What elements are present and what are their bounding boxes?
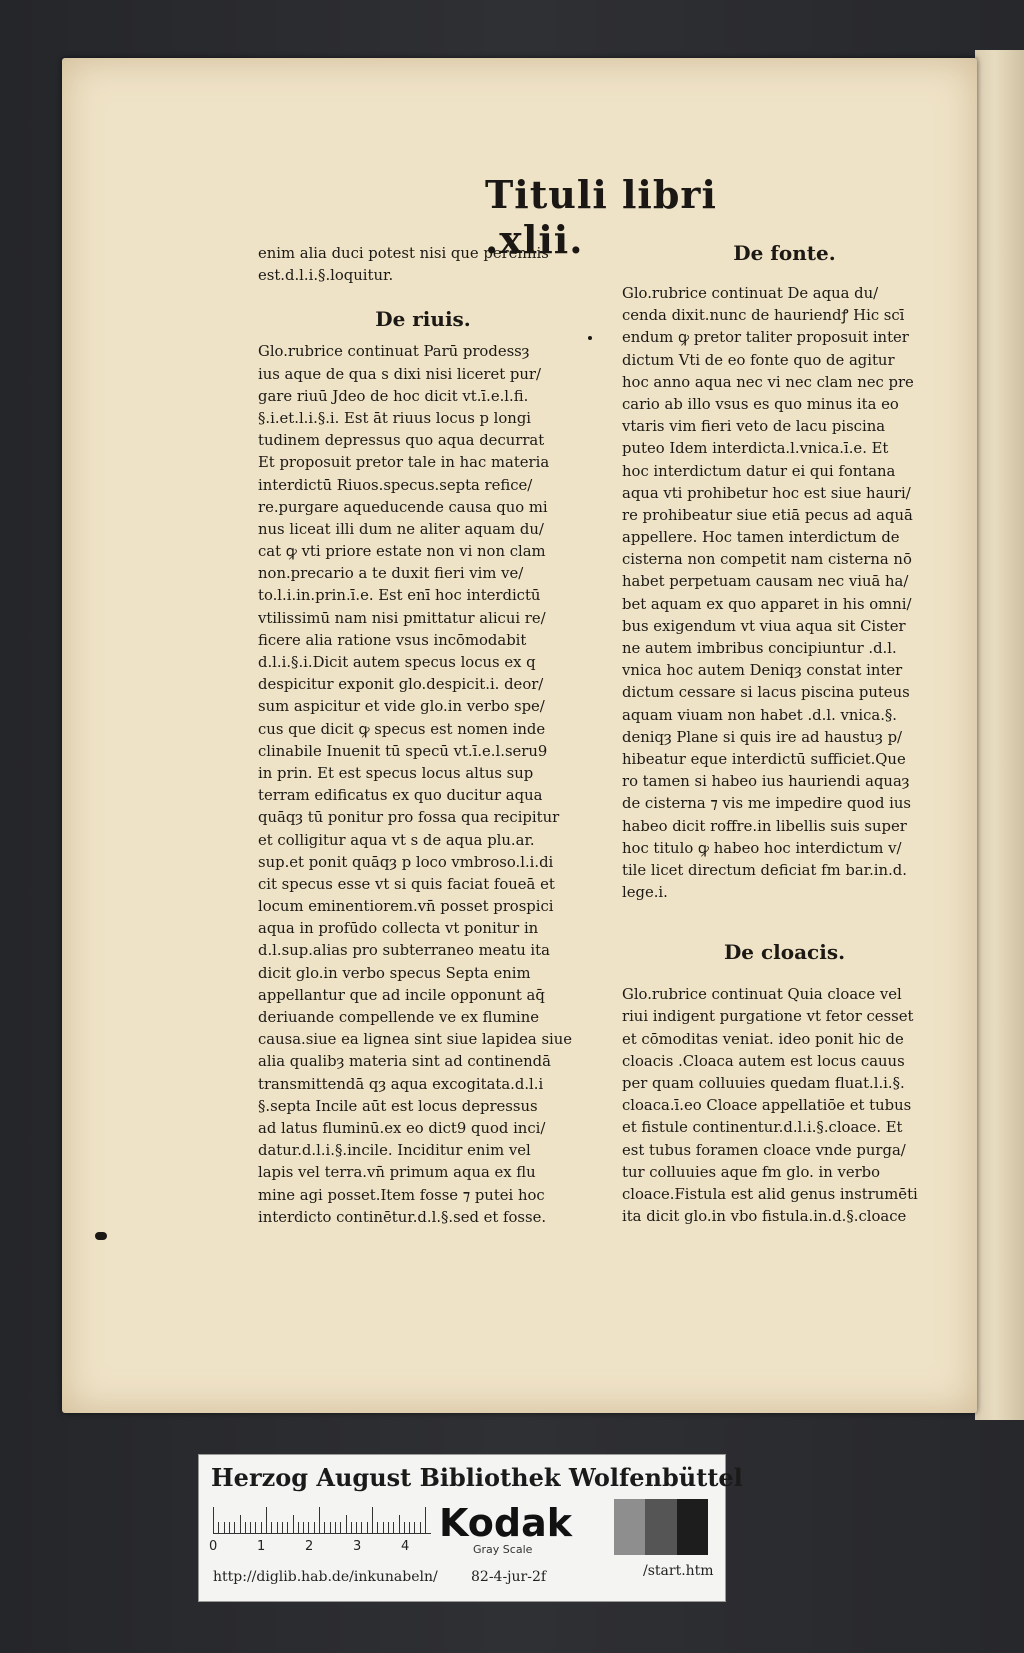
right-column — [622, 243, 947, 1228]
gray-patch — [645, 1499, 676, 1555]
text-line: mine agi posset.Item fosse ⁊ putei hoc — [258, 1186, 545, 1204]
text-line: hoc interdictum datur ei qui fontana — [622, 462, 896, 480]
text-line: §.i.et.l.i.§.i. Est āt riuus locus p longi — [258, 409, 532, 427]
text-line: est.d.l.i.§.loquitur. — [258, 267, 394, 285]
ruler-tick — [319, 1507, 320, 1533]
text-line: bus exigendum vt viua aqua sit Cister — [622, 617, 906, 635]
ruler-tick — [324, 1522, 325, 1533]
ruler-number: 0 — [209, 1539, 218, 1554]
text-line: interdicto continētur.d.l.§.sed et fosse. — [258, 1208, 547, 1226]
ruler-tick — [255, 1522, 256, 1533]
text-line: in prin. Et est specus locus altus sup — [258, 764, 534, 782]
text-line: Glo.rubrice continuat Quia cloace vel — [622, 986, 902, 1004]
text-line: interdictū Riuos.specus.septa refice/ — [258, 476, 533, 494]
ruler-tick — [399, 1515, 400, 1533]
text-line: §.septa Incile aūt est locus depressus — [258, 1097, 538, 1115]
ruler-tick — [388, 1522, 389, 1533]
shelfmark: 82-4-jur-2f — [471, 1569, 547, 1585]
text-line: est tubus foramen cloace vnde purga/ — [622, 1141, 906, 1159]
gray-scale-label: Gray Scale — [473, 1543, 533, 1556]
ruler-tick — [266, 1507, 267, 1533]
text-line: Et proposuit pretor tale in hac materia — [258, 454, 550, 472]
text-line: non.precario a te duxit fieri vim ve/ — [258, 565, 524, 583]
text-line: ita dicit glo.in vbo fistula.in.d.§.cloace — [622, 1208, 907, 1226]
text-line: et colligitur aqua vt s de aqua plu.ar. — [258, 831, 535, 849]
kodak-logo: Kodak — [439, 1501, 572, 1545]
text-line: enim alia duci potest nisi que perennis — [258, 245, 549, 262]
text-line: hoc anno aqua nec vi nec clam nec pre — [622, 373, 914, 391]
ruler-tick — [261, 1522, 262, 1533]
ruler-tick — [314, 1522, 315, 1533]
text-line: re prohibeatur siue etiā pecus ad aquā — [622, 506, 913, 524]
text-line: hoc titulo ꝙ habeo hoc interdictum v/ — [622, 839, 902, 857]
ruler-tick — [240, 1515, 241, 1533]
ruler-tick — [393, 1522, 394, 1533]
text-line: appellantur que ad incile opponunt aq̄ — [258, 986, 545, 1004]
ruler-tick — [409, 1522, 410, 1533]
ruler-tick — [271, 1522, 272, 1533]
ruler-tick — [298, 1522, 299, 1533]
ruler-tick — [420, 1522, 421, 1533]
ruler-tick — [361, 1522, 362, 1533]
text-line: vtaris vim fieri veto de lacu piscina — [622, 418, 886, 436]
ruler-tick — [340, 1522, 341, 1533]
right-body-2 — [622, 984, 947, 1228]
ruler-tick — [377, 1522, 378, 1533]
text-line: puteo Idem interdicta.l.vnica.ī.e. Et — [622, 440, 889, 458]
text-line: cus que dicit ꝙ specus est nomen inde — [258, 720, 546, 738]
text-line: d.l.i.§.i.Dicit autem specus locus ex q — [258, 654, 536, 671]
text-line: tile licet directum deficiat fm bar.in.d. — [622, 861, 907, 879]
text-line: deniqȝ Plane si quis ire ad haustuȝ p/ — [622, 728, 903, 746]
ruler-tick — [414, 1522, 415, 1533]
text-line: cit specus esse vt si quis faciat foueā et — [258, 875, 555, 893]
text-line: tudinem depressus quo aqua decurrat — [258, 432, 545, 450]
ruler-tick — [245, 1522, 246, 1533]
library-label-card — [198, 1454, 743, 1602]
gray-scale-bar — [614, 1499, 708, 1555]
text-line: sum aspicitur et vide glo.in verbo spe/ — [258, 698, 545, 716]
text-line: despicitur exponit glo.despicit.i. deor/ — [258, 676, 544, 694]
ruler — [213, 1505, 431, 1534]
text-line: bet aquam ex quo apparet in his omni/ — [622, 595, 912, 613]
text-line: aquam viuam non habet .d.l. vnica.§. — [622, 706, 898, 724]
ruler-tick — [425, 1507, 426, 1533]
left-column — [258, 243, 588, 1229]
text-line: ficere alia ratione vsus incōmodabit — [258, 631, 527, 649]
section-heading-de-fonte: De fonte. — [733, 241, 836, 265]
text-line: nus liceat illi dum ne aliter aquam du/ — [258, 520, 544, 538]
next-page-edge — [975, 50, 1024, 1420]
text-line: habet perpetuam causam nec viuā ha/ — [622, 573, 909, 591]
ruler-tick — [404, 1522, 405, 1533]
text-line: tur colluuies aque fm glo. in verbo — [622, 1163, 881, 1181]
text-line: deriuande compellende ve ex flumine — [258, 1009, 540, 1026]
ruler-tick — [367, 1522, 368, 1533]
ruler-number: 1 — [257, 1539, 266, 1554]
text-line: Glo.rubrice continuat De aqua du/ — [622, 285, 879, 302]
margin-dot — [95, 1232, 107, 1240]
text-line: cenda dixit.nunc de hauriendꝭ Hic scī — [622, 307, 905, 325]
text-line: cario ab illo vsus es quo minus ita eo — [622, 395, 899, 413]
start-link: /start.htm — [643, 1563, 714, 1579]
ruler-tick — [287, 1522, 288, 1533]
margin-mark — [588, 336, 592, 340]
running-head: Tituli libri .xlii. — [485, 172, 717, 262]
ruler-tick — [351, 1522, 352, 1533]
text-line: dictum Vti de eo fonte quo de agitur — [622, 351, 895, 369]
text-line: hibeatur eque interdictū sufficiet.Que — [622, 750, 906, 768]
ruler-tick — [282, 1522, 283, 1533]
text-line: gare riuū Jdeo de hoc dicit vt.ī.e.l.fi. — [258, 387, 529, 405]
text-line: dictum cessare si lacus piscina puteus — [622, 684, 910, 702]
section-heading-de-riuis: De riuis. — [375, 307, 471, 332]
text-line: ne autem imbribus concipiuntur .d.l. — [622, 640, 897, 657]
ruler-tick — [356, 1522, 357, 1533]
text-line: endum ꝙ pretor taliter proposuit inter — [622, 329, 909, 347]
text-line: cloace.Fistula est alid genus instrumēti — [622, 1185, 918, 1203]
ruler-tick — [372, 1507, 373, 1533]
text-line: ius aque de qua s dixi nisi liceret pur/ — [258, 365, 541, 383]
text-line: datur.d.l.i.§.incile. Inciditur enim vel — [258, 1142, 531, 1160]
section-heading-de-cloacis: De cloacis. — [723, 940, 846, 965]
text-line: vnica hoc autem Deniqȝ constat inter — [622, 662, 903, 680]
text-line: d.l.sup.alias pro subterraneo meatu ita — [258, 942, 550, 960]
text-line: per quam colluuies quedam fluat.l.i.§. — [622, 1075, 905, 1092]
ruler-tick — [277, 1522, 278, 1533]
text-line: quāqȝ tū ponitur pro fossa qua recipitur — [258, 809, 560, 827]
text-line: vtilissimū nam nisi pmittatur alicui re/ — [258, 609, 546, 627]
ruler-tick — [213, 1507, 214, 1533]
text-line: cisterna non competit nam cisterna nō — [622, 551, 912, 569]
ruler-tick — [218, 1522, 219, 1533]
ruler-tick — [224, 1522, 225, 1533]
ruler-tick — [229, 1522, 230, 1533]
ruler-number: 4 — [401, 1539, 410, 1554]
text-line: riui indigent purgatione vt fetor cesset — [622, 1008, 914, 1026]
text-line: ro tamen si habeo ius hauriendi aquaȝ — [622, 773, 910, 791]
text-line: lege.i. — [622, 884, 668, 902]
text-line: appellere. Hoc tamen interdictum de — [622, 529, 900, 547]
ruler-number: 2 — [305, 1539, 314, 1554]
text-line: causa.siue ea lignea sint siue lapidea siue — [258, 1031, 573, 1049]
text-line: cat ꝙ vti priore estate non vi non clam — [258, 543, 546, 561]
text-line: de cisterna ⁊ vis me impedire quod ius — [622, 795, 911, 813]
text-line: ad latus fluminū.ex eo dict9 quod inci/ — [258, 1119, 546, 1137]
text-line: locum eminentiorem.vn̄ posset prospici — [258, 898, 554, 916]
ruler-tick — [234, 1522, 235, 1533]
right-body-1 — [622, 283, 947, 904]
text-line: habeo dicit roffre.in libellis suis super — [622, 817, 907, 835]
text-line: dicit glo.in verbo specus Septa enim — [258, 964, 531, 982]
text-line: clinabile Inuenit tū specū vt.ī.e.l.seru9 — [258, 742, 548, 760]
source-url: http://diglib.hab.de/inkunabeln/ — [213, 1569, 438, 1585]
text-line: lapis vel terra.vn̄ primum aqua ex flu — [258, 1164, 536, 1182]
left-body — [258, 341, 588, 1229]
text-line: et fistule continentur.d.l.i.§.cloace. Et — [622, 1119, 903, 1137]
gray-patch — [614, 1499, 645, 1555]
text-line: terram edificatus ex quo ducitur aqua — [258, 787, 543, 805]
text-line: to.l.i.in.prin.ī.e. Est enī hoc interdictū — [258, 587, 541, 605]
ruler-number: 3 — [353, 1539, 362, 1554]
text-line: cloaca.ī.eo Cloace appellatiōe et tubus — [622, 1097, 912, 1115]
ruler-tick — [346, 1515, 347, 1533]
ruler-tick — [293, 1515, 294, 1533]
text-line: Glo.rubrice continuat Parū prodessȝ — [258, 343, 530, 361]
text-line: sup.et ponit quāqȝ p loco vmbroso.l.i.di — [258, 853, 554, 871]
text-line: re.purgare aqueducende causa quo mi — [258, 498, 548, 516]
library-name: Herzog August Bibliothek Wolfenbüttel — [211, 1463, 743, 1492]
ruler-tick — [303, 1522, 304, 1533]
ruler-tick — [335, 1522, 336, 1533]
text-line: et cōmoditas veniat. ideo ponit hic de — [622, 1030, 904, 1048]
text-line: alia qualibȝ materia sint ad continendā — [258, 1053, 551, 1071]
text-line: aqua in profūdo collecta vt ponitur in — [258, 920, 539, 938]
ruler-tick — [383, 1522, 384, 1533]
text-line: transmittendā qȝ aqua excogitata.d.l.i — [258, 1075, 544, 1093]
gray-patch — [677, 1499, 708, 1555]
ruler-tick — [250, 1522, 251, 1533]
ruler-tick — [308, 1522, 309, 1533]
ruler-tick — [330, 1522, 331, 1533]
text-line: cloacis .Cloaca autem est locus cauus — [622, 1052, 905, 1070]
text-line: aqua vti prohibetur hoc est siue hauri/ — [622, 484, 911, 502]
